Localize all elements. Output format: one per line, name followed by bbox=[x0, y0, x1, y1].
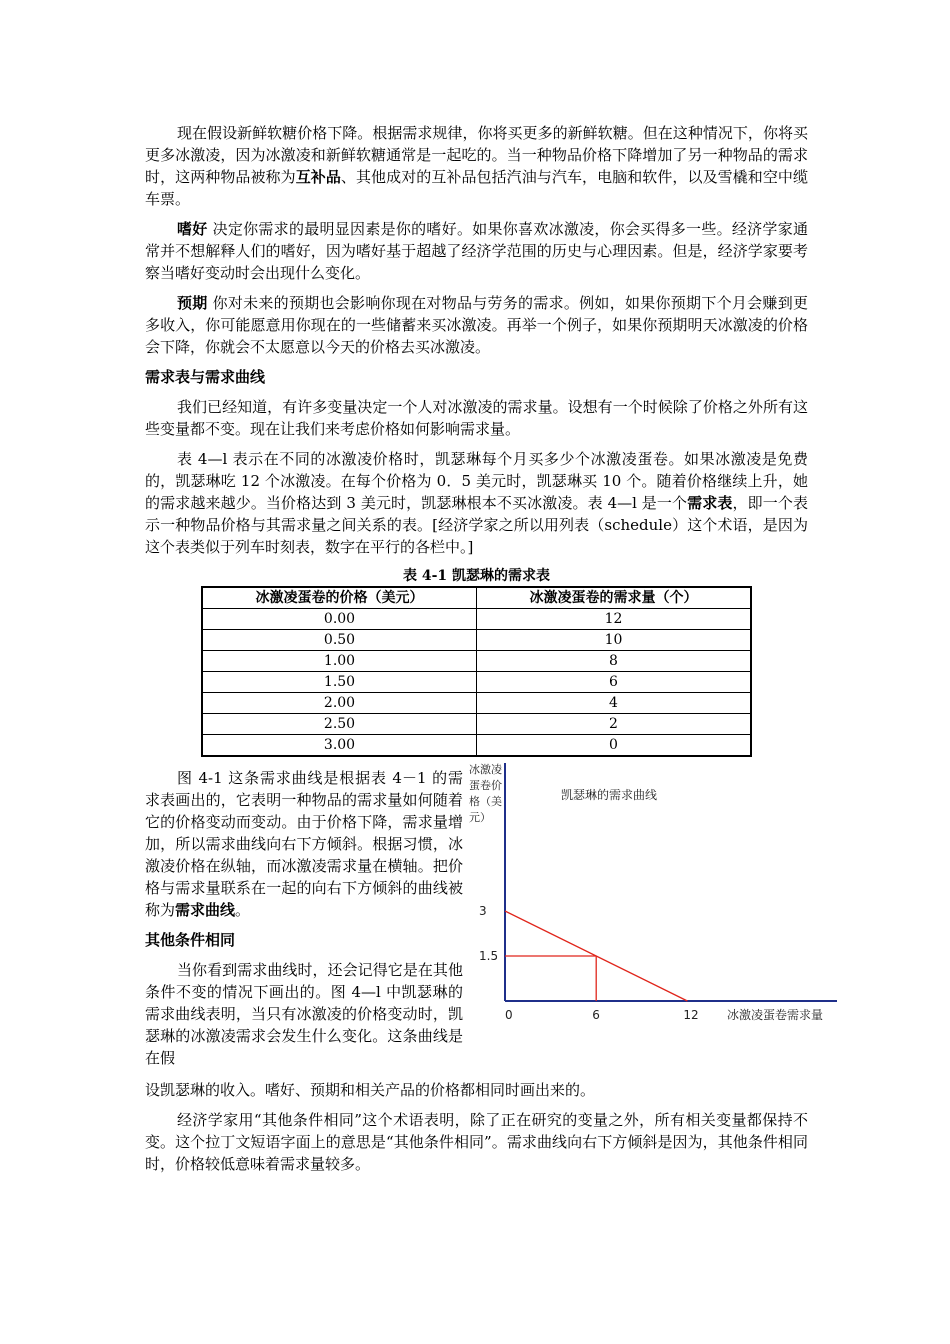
term-expectations: 预期 bbox=[177, 294, 208, 312]
figure-text-column bbox=[145, 767, 463, 1077]
paragraph-assumptions: 设凯瑟琳的收入。嗜好、预期和相关产品的价格都相同时画出来的。 bbox=[145, 1081, 596, 1099]
table-row: 0.00 12 bbox=[202, 609, 751, 630]
paragraph-ceteris-paribus: 经济学家用“其他条件相同”这个术语表明，除了正在研究的变量之外，所有相关变量都保持不变。这个拉丁文短语字面上的意思是“其他条件相同”。需求曲线向右下方倾斜是因为，其他条件相同时，价格较低意味着需求量较多。 bbox=[145, 1111, 808, 1173]
header-price: 冰激凌蛋卷的价格（美元） bbox=[202, 587, 477, 609]
header-quantity: 冰激凌蛋卷的需求量（个） bbox=[477, 587, 752, 609]
table-row: 1.00 8 bbox=[202, 651, 751, 672]
table-row: 3.00 0 bbox=[202, 735, 751, 757]
term-demand-curve: 需求曲线 bbox=[175, 901, 236, 919]
table-row: 0.50 10 bbox=[202, 630, 751, 651]
term-demand-schedule: 需求表 bbox=[687, 494, 733, 512]
table-row: 1.50 6 bbox=[202, 672, 751, 693]
x-tick-label: 12 bbox=[683, 1008, 699, 1022]
term-tastes: 嗜好 bbox=[177, 220, 208, 238]
paragraph-complements: 现在假设新鲜软糖价格下降。根据需求规律，你将买更多的新鲜软糖。但在这种情况下，你将买更多冰激凌，因为冰激凌和新鲜软糖通常是一起吃的。当一种物品价格下降增加了另一种物品的需求时，这两种物品被称为互补品、其他成对的互补品包括汽油与汽车，电脑和软件，以及雪橇和空中缆车票。 bbox=[145, 124, 808, 208]
demand-table bbox=[201, 586, 752, 757]
section-heading-demand-schedule: 需求表与需求曲线 bbox=[145, 368, 266, 386]
table-row: 2.50 2 bbox=[202, 714, 751, 735]
section-heading-ceteris-paribus: 其他条件相同 bbox=[145, 931, 236, 949]
table-header-row bbox=[202, 587, 751, 609]
paragraph-other-conditions: 当你看到需求曲线时，还会记得它是在其他条件不变的情况下画出的。图 4—l 中凯瑟琳的需求曲线表明，当只有冰激凌的价格变动时，凯瑟琳的冰激凌需求会发生什么变化。这条曲线是在假 bbox=[145, 961, 463, 1067]
paragraph-tastes: 嗜好 决定你需求的最明显因素是你的嗜好。如果你喜欢冰激凌，你会买得多一些。经济学家通常并不想解释人们的嗜好，因为嗜好基于超越了经济学范围的历史与心理因素。但是，经济学家要考察当嗜好变动时会出现什么变化。 bbox=[145, 220, 808, 282]
y-axis-label-line: 格（美 bbox=[469, 795, 502, 808]
term-complements: 互补品 bbox=[295, 168, 341, 186]
figure-wrap-block bbox=[145, 763, 824, 1079]
y-axis-label-line: 冰激凌 bbox=[469, 763, 502, 776]
y-tick-label: 3 bbox=[479, 904, 487, 918]
x-tick-label: 6 bbox=[592, 1008, 600, 1022]
document-page bbox=[145, 122, 824, 1183]
x-axis-label: 冰激凌蛋卷需求量 bbox=[727, 1008, 824, 1022]
y-axis-label-line: 蛋卷价 bbox=[469, 779, 502, 792]
x-tick-label: 0 bbox=[505, 1008, 513, 1022]
paragraph-expectations: 预期 你对未来的预期也会影响你现在对物品与劳务的需求。例如，如果你预期下个月会赚到更多收入，你可能愿意用你现在的一些储蓄来买冰激凌。再举一个例子，如果你预期明天冰激凌的价格会下降，你就会不太愿意以今天的价格去买冰激凌。 bbox=[145, 294, 808, 356]
paragraph-table-intro: 表 4—l 表示在不同的冰激凌价格时，凯瑟琳每个月买多少个冰激凌蛋卷。如果冰激凌是免费的，凯瑟琳吃 12 个冰激凌。在每个价格为 0．5 美元时，凯瑟琳买 10 个。随着价格继续上升，她的需求越来越少。当价格达到 3 美元时，凯瑟琳根本不买冰激凌。表 4—l 是一个需求表，即一个表示一种物品价格与其需求量之间关系的表。[经济学家之所以用列表（schedule）这个术语，是因为这个表类似于列车时刻表，数字在平行的各栏中。] bbox=[145, 450, 808, 556]
demand-curve-chart bbox=[465, 759, 845, 1059]
y-tick-label: 1.5 bbox=[479, 949, 499, 963]
table-caption: 表 4-1 凯瑟琳的需求表 bbox=[402, 568, 551, 584]
paragraph-variables: 我们已经知道，有许多变量决定一个人对冰激凌的需求量。设想有一个时候除了价格之外所有这些变量都不变。现在让我们来考虑价格如何影响需求量。 bbox=[145, 398, 808, 438]
chart-title: 凯瑟琳的需求曲线 bbox=[561, 788, 658, 802]
y-axis-label-line: 元） bbox=[469, 811, 491, 824]
table-row: 2.00 4 bbox=[202, 693, 751, 714]
paragraph-demand-curve: 图 4-1 这条需求曲线是根据表 4－1 的需求表画出的，它表明一种物品的需求量如何随着它的价格变动而变动。由于价格下降，需求量增加，所以需求曲线向右下方倾斜。根据习惯，冰激凌价格在纵轴，而冰激凌需求量在横轴。把价格与需求量联系在一起的向右下方倾斜的曲线被称为需求曲线。 bbox=[145, 769, 463, 919]
